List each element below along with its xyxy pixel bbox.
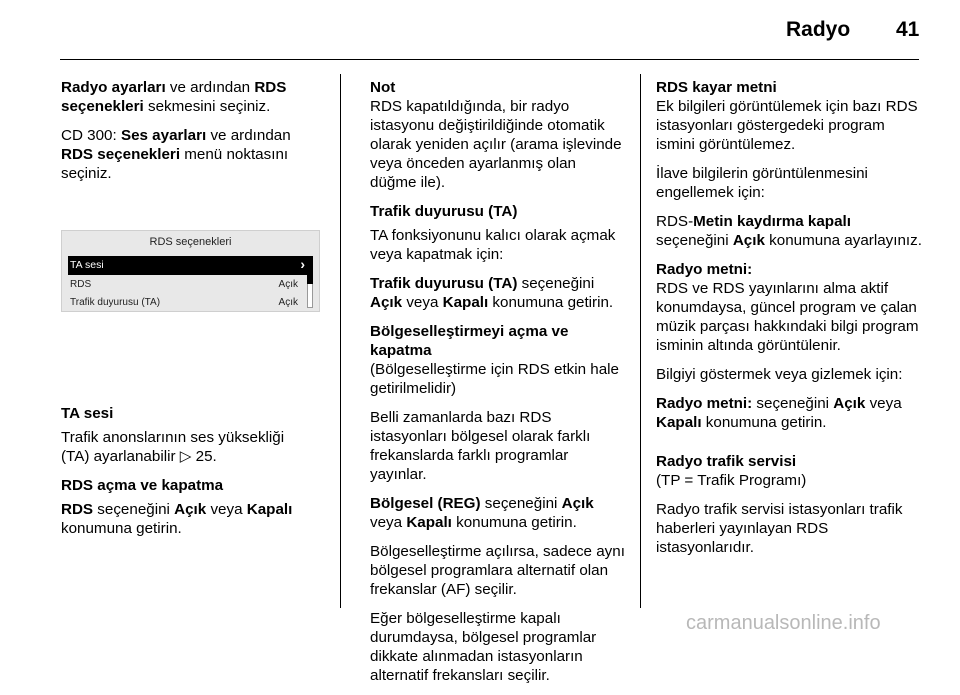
bold-term: Radyo ayarları bbox=[61, 79, 166, 96]
paragraph-ta-function: TA fonksiyonunu kalıcı olarak açmak veya kapatmak için: bbox=[370, 227, 616, 263]
screen-selected-item bbox=[68, 256, 308, 275]
text: seçeneğini bbox=[517, 275, 595, 292]
paragraph-radio-settings bbox=[61, 78, 309, 116]
text: ve ardından bbox=[165, 79, 255, 96]
screen-row-value: Açık bbox=[278, 297, 298, 308]
note-title: Not bbox=[370, 79, 396, 96]
text: veya bbox=[370, 514, 407, 531]
bold-term: Ses ayarları bbox=[120, 127, 207, 144]
chevron-right-icon: › bbox=[300, 256, 305, 272]
bold-term: RDS seçenekleri bbox=[61, 146, 181, 163]
paragraph-show-hide: Bilgiyi göstermek veya gizlemek için: bbox=[656, 366, 903, 383]
bold-term: Açık bbox=[561, 495, 594, 512]
bold-term: Metin kaydırma kapalı bbox=[693, 213, 851, 230]
paragraph-cd300 bbox=[61, 126, 309, 183]
paragraph-regional-stations: Belli zamanlarda bazı RDS istasyonları bölgesel olarak farklı frekanslarda farklı programlar yayınlar. bbox=[370, 409, 591, 483]
heading-traffic-announcement: Trafik duyurusu (TA) bbox=[370, 203, 518, 220]
screen-row-label: Trafik duyurusu (TA) bbox=[70, 297, 161, 308]
text: veya bbox=[402, 294, 443, 311]
paragraph-ta-volume bbox=[61, 428, 309, 466]
paragraph-rds-on-off bbox=[61, 500, 309, 538]
bold-term: Radyo metni: bbox=[656, 395, 753, 412]
bold-term: Trafik duyurusu (TA) bbox=[370, 275, 518, 292]
column-1 bbox=[61, 78, 309, 193]
text: konumuna ayarlayınız. bbox=[764, 232, 922, 249]
page-reference-arrow-icon: ▷ bbox=[179, 448, 192, 465]
paragraph-prevent-info: İlave bilgilerin görüntülenmesini engellemek için: bbox=[656, 165, 868, 201]
bold-term: Açık bbox=[370, 294, 403, 311]
bold-term: Bölgesel (REG) bbox=[370, 495, 481, 512]
screen-row bbox=[70, 279, 298, 290]
bold-term: RDS bbox=[61, 501, 94, 518]
screen-row-value: Açık bbox=[278, 279, 298, 290]
text: konumuna getirin. bbox=[701, 414, 827, 431]
text: sekmesini seçiniz. bbox=[143, 98, 271, 115]
paragraph-radio-text-info: RDS ve RDS yayınlarını alma aktif konumdaysa, güncel program ve çalan müzik parçası hakkındaki bilgi program isminin altında görüntülenir. bbox=[656, 280, 919, 354]
column-3 bbox=[656, 78, 922, 567]
screen-title: RDS seçenekleri bbox=[149, 236, 232, 248]
text: seçeneğini bbox=[93, 501, 175, 518]
text: veya bbox=[206, 501, 247, 518]
text: RDS- bbox=[656, 213, 694, 230]
paragraph-ta-option bbox=[370, 274, 626, 312]
text: seçeneğini bbox=[656, 232, 733, 249]
paragraph-regionalization-req: (Bölgeselleştirme için RDS etkin hale getirilmelidir) bbox=[370, 361, 620, 397]
rds-options-screen-illustration bbox=[61, 230, 320, 312]
paragraph-scrolling-info: Ek bilgileri görüntülemek için bazı RDS istasyonları göstergedeki program ismini görüntülemez. bbox=[656, 98, 918, 153]
watermark: carmanualsonline.info bbox=[686, 612, 881, 634]
paragraph-reg-on: Bölgeselleştirme açılırsa, sadece aynı bölgesel programlara alternatif olan frekanslar (AF) seçilir. bbox=[370, 543, 625, 598]
heading-rds-on-off: RDS açma ve kapatma bbox=[61, 477, 224, 494]
heading-regionalization: Bölgeselleştirmeyi açma ve kapatma bbox=[370, 323, 569, 359]
column-1-lower bbox=[61, 404, 309, 548]
column-divider-1 bbox=[340, 74, 341, 608]
heading-traffic-service: Radyo trafik servisi bbox=[656, 453, 797, 470]
heading-rds-scrolling-text: RDS kayar metni bbox=[656, 79, 777, 96]
screen-scrollbar-thumb bbox=[307, 256, 313, 284]
text: ve ardından bbox=[206, 127, 291, 144]
screen-selected-label: TA sesi bbox=[70, 259, 104, 271]
bold-term: Kapalı bbox=[246, 501, 293, 518]
text: seçeneğini bbox=[752, 395, 834, 412]
bold-term: Açık bbox=[833, 395, 866, 412]
text: veya bbox=[865, 395, 902, 412]
text: seçeneğini bbox=[480, 495, 562, 512]
page-number: 41 bbox=[896, 18, 920, 41]
bold-term: Kapalı bbox=[442, 294, 489, 311]
paragraph-tp: (TP = Trafik Programı) bbox=[656, 472, 807, 489]
text: konumuna getirin. bbox=[61, 520, 182, 537]
paragraph-reg-off: Eğer bölgeselleştirme kapalı durumdaysa, bölgesel programlar dikkate alınmadan istasyonların alternatif frekansları seçilir. bbox=[370, 610, 597, 684]
bold-term: Kapalı bbox=[406, 514, 452, 531]
text: menü noktasını seçiniz. bbox=[61, 146, 289, 182]
text: CD 300: bbox=[61, 127, 121, 144]
paragraph-traffic-service-info: Radyo trafik servisi istasyonları trafik haberleri yayınlayan RDS istasyonlarıdır. bbox=[656, 501, 903, 556]
note-text: RDS kapatıldığında, bir radyo istasyonu değiştirildiğinde otomatik olarak yeniden açılır (arama işlevinde veya önceden ayarlanmış olan düğme ile). bbox=[370, 98, 622, 191]
paragraph-reg-option bbox=[370, 494, 626, 532]
bold-term: Kapalı bbox=[656, 414, 702, 431]
bold-term: Açık bbox=[174, 501, 207, 518]
text: Trafik anonslarının ses yüksekliği (TA) ayarlanabilir bbox=[61, 429, 285, 465]
text: 25. bbox=[191, 448, 217, 465]
bold-term: RDS seçenekleri bbox=[61, 79, 287, 115]
header-divider bbox=[60, 59, 919, 60]
bold-term: Açık bbox=[732, 232, 765, 249]
heading-ta-volume: TA sesi bbox=[61, 405, 114, 422]
page-header-title: Radyo bbox=[786, 18, 851, 41]
column-divider-2 bbox=[640, 74, 641, 608]
text: konumuna getirin. bbox=[488, 294, 614, 311]
heading-radio-text: Radyo metni: bbox=[656, 261, 753, 278]
screen-row-label: RDS bbox=[70, 279, 92, 290]
paragraph-scroll-option bbox=[656, 212, 922, 250]
screen-row bbox=[70, 297, 298, 308]
text: konumuna getirin. bbox=[451, 514, 577, 531]
column-2 bbox=[370, 78, 626, 695]
paragraph-radio-text-option bbox=[656, 394, 922, 432]
